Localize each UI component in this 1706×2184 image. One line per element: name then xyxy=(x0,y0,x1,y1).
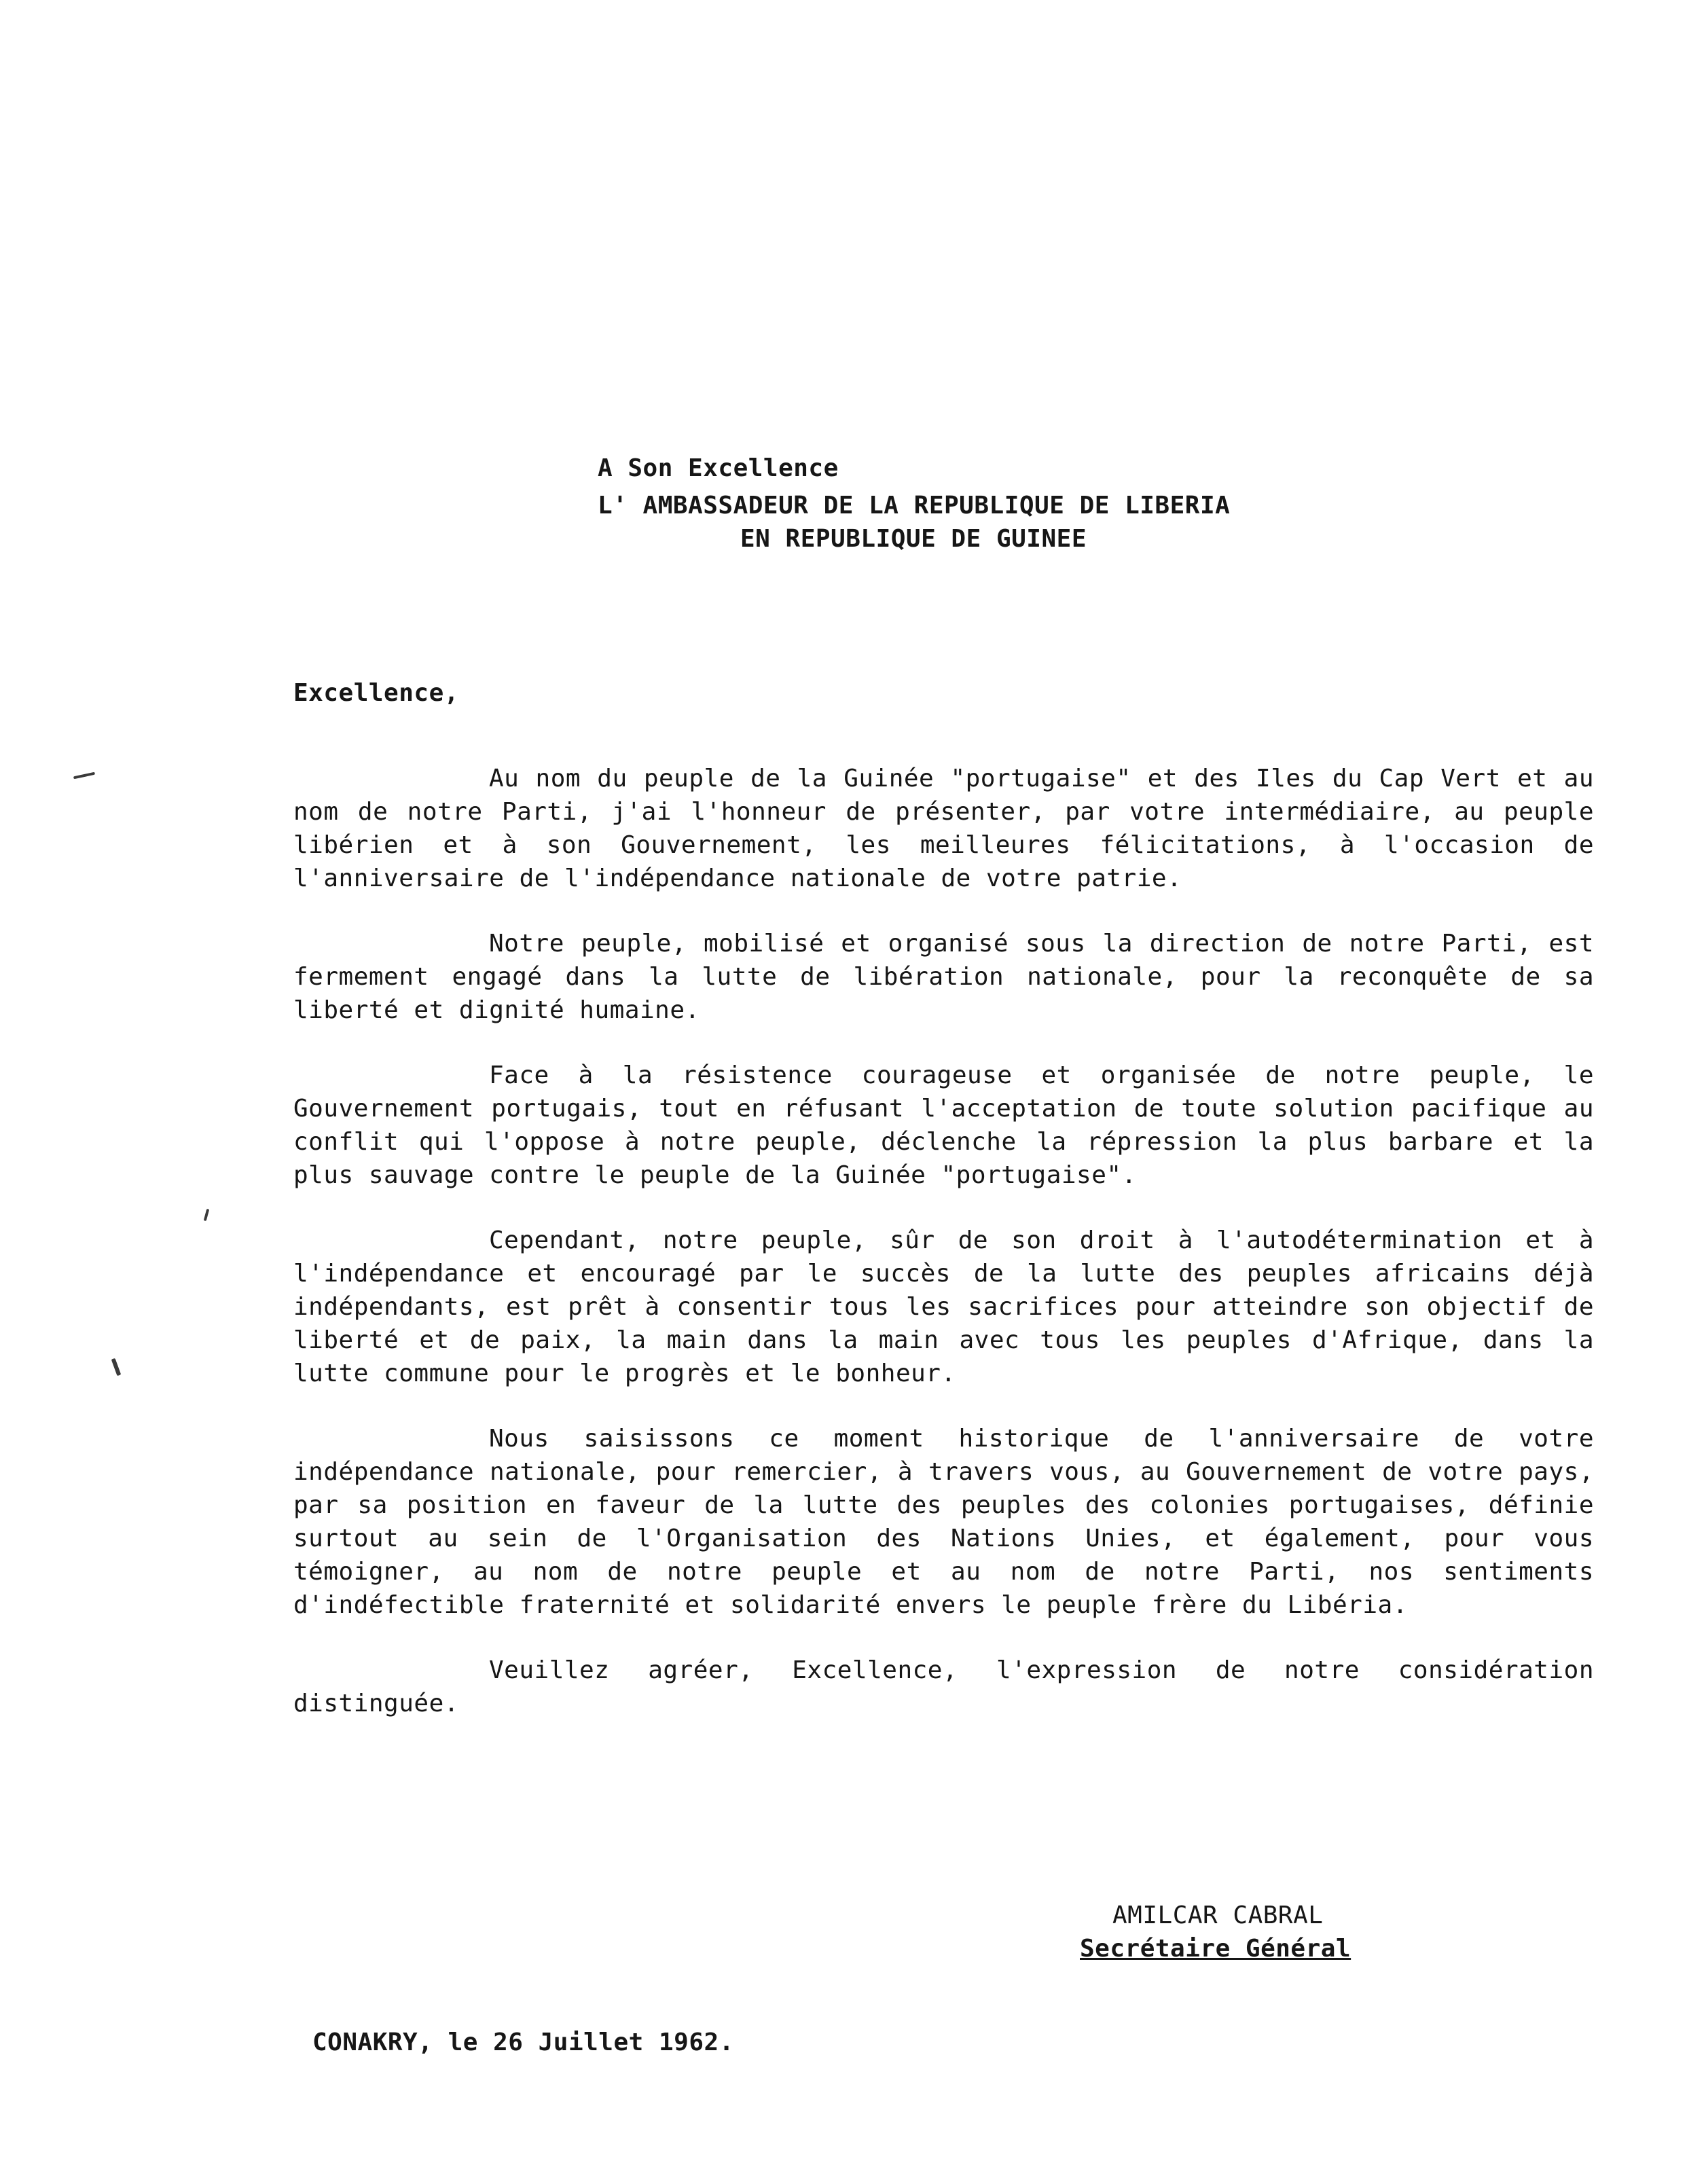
addressee-honorific: A Son Excellence xyxy=(598,454,839,482)
paragraph-congratulations: Au nom du peuple de la Guinée "portugaise" et des Iles du Cap Vert et au nom de notre Parti, j'ai l'honneur de présenter, par votre intermédiaire, au peuple libérien et à son Gouvernement, les meilleures félicitations, à l'occasion de l'anniversaire de l'indépendance nationale de votre patrie. xyxy=(293,765,1594,892)
place-and-date: CONAKRY, le 26 Juillet 1962. xyxy=(312,2028,734,2056)
paragraph-gratitude: Nous saisissons ce moment historique de l'anniversaire de votre indépendance nationale, pour remercier, à travers vous, au Gouvernement de votre pays, par sa position en faveur de la lutte des peuples des colonies portugaises, définie surtout au sein de l'Organisation des Nations Unies, et également, pour vous témoigner, au nom de notre peuple et au nom de notre Parti, nos sentiments d'indéfectible fraternité et solidarité envers le peuple frère du Libéria. xyxy=(293,1425,1594,1619)
scan-mark xyxy=(204,1209,210,1221)
paragraph-self-determination: Cependant, notre peuple, sûr de son droit à l'autodétermination et à l'indépendance et encouragé par le succès de la lutte des peuples africains déjà indépendants, est prêt à consentir tous les sacrifices pour atteindre son objectif de liberté et de paix, la main dans la main avec tous les peuples d'Afrique, dans la lutte commune pour le progrès et le bonheur. xyxy=(293,1226,1594,1387)
signature-block xyxy=(1080,1899,1351,1965)
paragraph-mobilisation: Notre peuple, mobilisé et organisé sous la direction de notre Parti, est fermement engagé dans la lutte de libération nationale, pour la reconquête de sa liberté et dignité humaine. xyxy=(293,930,1594,1024)
signatory-name: AMILCAR CABRAL xyxy=(1112,1901,1324,1929)
addressee-block xyxy=(598,452,1230,556)
signatory-title: Secrétaire Général xyxy=(1080,1935,1351,1963)
addressee-title: L' AMBASSADEUR DE LA REPUBLIQUE DE LIBERIA xyxy=(598,492,1231,520)
salutation: Excellence, xyxy=(293,679,459,707)
scan-mark xyxy=(111,1358,122,1376)
addressee-location: EN REPUBLIQUE DE GUINEE xyxy=(740,525,1087,553)
paragraph-repression: Face à la résistence courageuse et organisée de notre peuple, le Gouvernement portugais, tout en réfusant l'acceptation de toute solution pacifique au conflit qui l'oppose à notre peuple, déclenche la répression la plus barbare et la plus sauvage contre le peuple de la Guinée "portugaise". xyxy=(293,1061,1594,1189)
paragraph-closing: Veuillez agréer, Excellence, l'expression de notre considération distinguée. xyxy=(293,1656,1594,1717)
letter-body xyxy=(293,762,1594,1752)
scan-mark xyxy=(73,772,95,780)
